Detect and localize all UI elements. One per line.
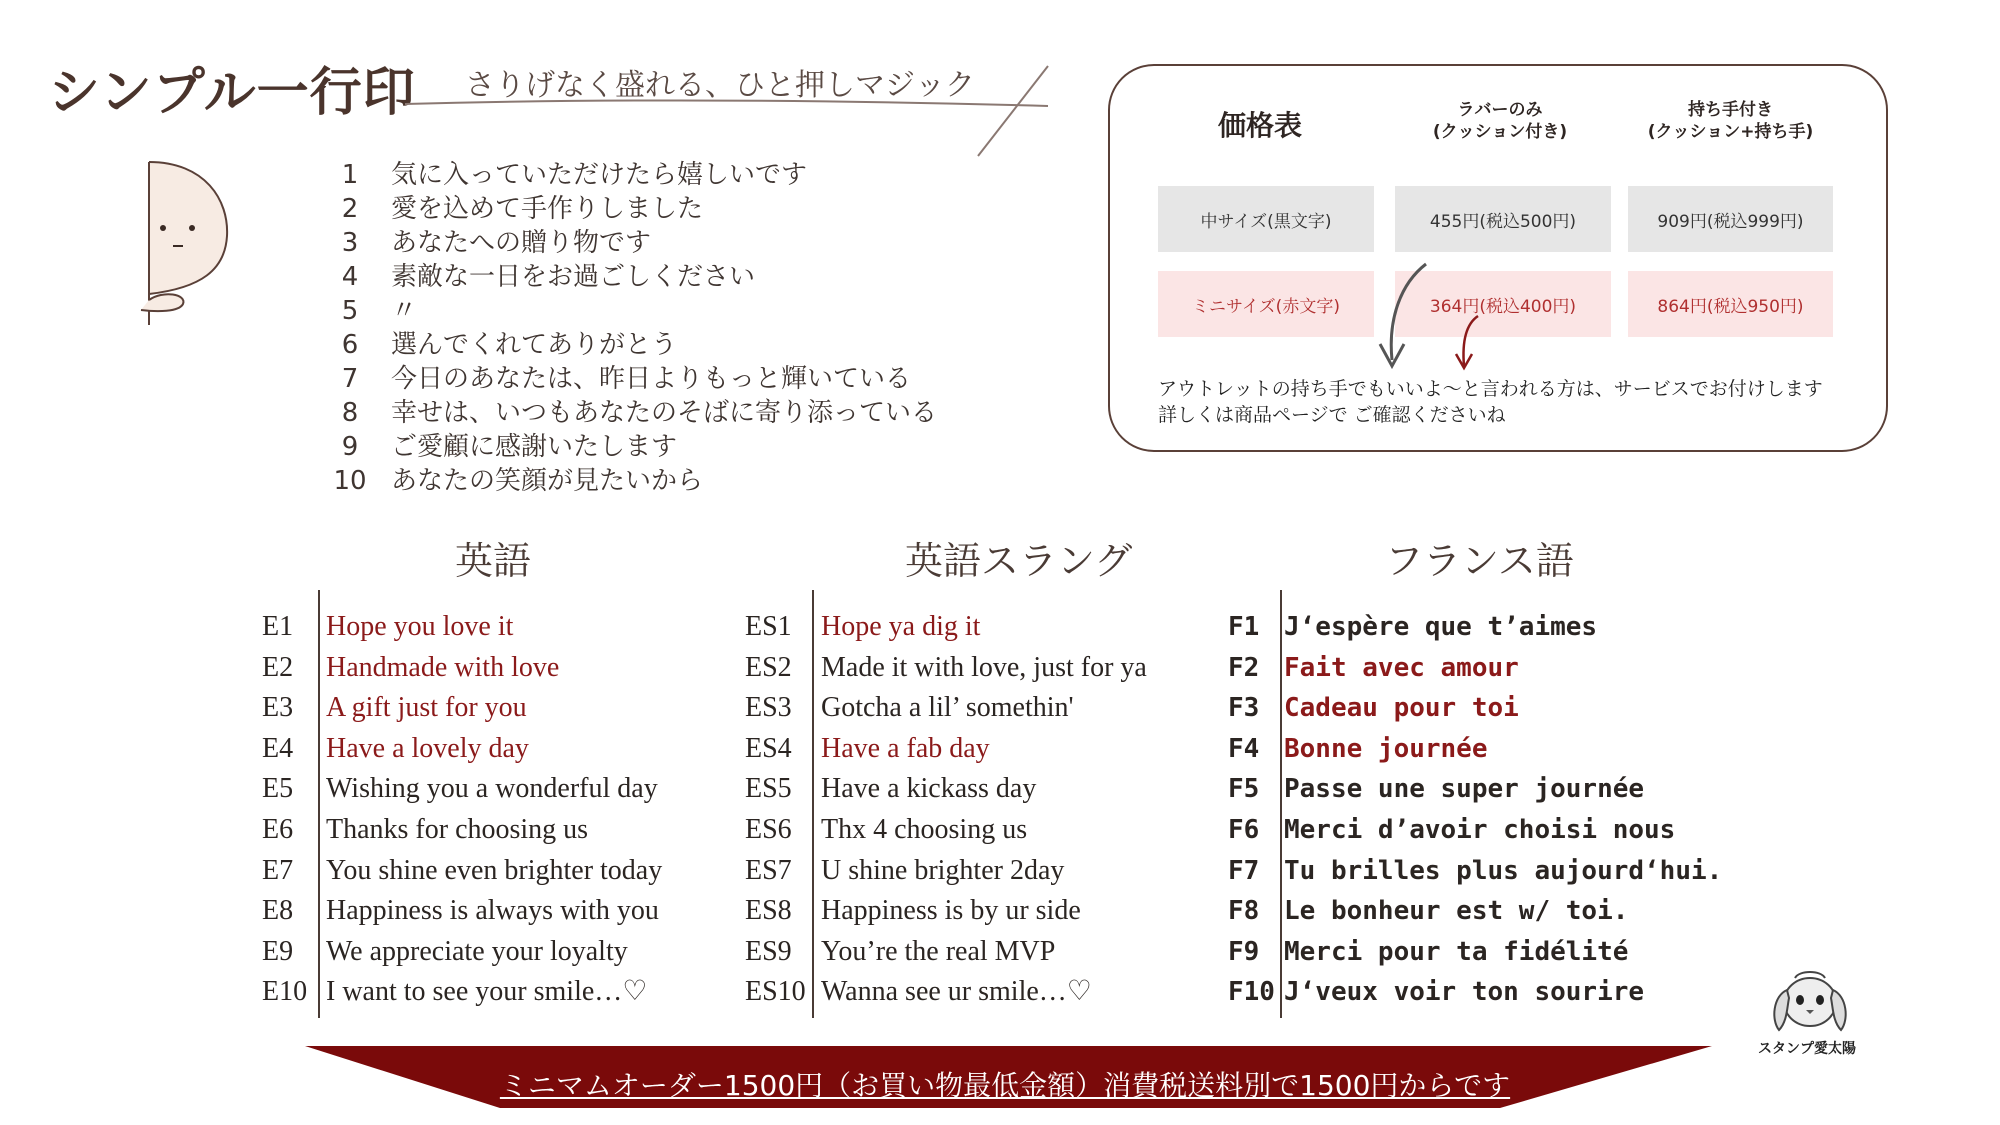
phrase-text: Made it with love, just for ya bbox=[821, 651, 1147, 683]
price-note bbox=[1158, 376, 1823, 428]
phrase-text: J‘veux voir ton sourire bbox=[1284, 977, 1645, 1008]
phrase-text: Gotcha a lil’ somethin' bbox=[821, 692, 1074, 724]
list-item bbox=[745, 932, 1147, 973]
phrase-id: E7 bbox=[262, 854, 294, 886]
phrase-id: E1 bbox=[262, 611, 294, 642]
phrase-text: Thanks for choosing us bbox=[326, 813, 589, 845]
page-subtitle: さりげなく盛れる、ひと押しマジック bbox=[465, 68, 975, 103]
phrase-text: A gift just for you bbox=[326, 692, 527, 724]
list-item bbox=[1228, 810, 1722, 851]
phrase-id: ES9 bbox=[745, 935, 792, 967]
list-item bbox=[1228, 769, 1722, 810]
minimum-order-banner-text: ミニマムオーダー1500円（お買い物最低金額）消費税送料別で1500円からです bbox=[499, 1069, 1511, 1102]
subtitle-underline bbox=[400, 58, 1060, 168]
list-item bbox=[315, 362, 937, 396]
phrase-text: Merci d’avoir choisi nous bbox=[1284, 814, 1676, 845]
phrase-id: F10 bbox=[1228, 977, 1275, 1008]
list-item bbox=[262, 607, 662, 648]
phrase-text: Tu brilles plus aujourd‘hui. bbox=[1284, 855, 1723, 886]
section-heading-slang: 英語スラング bbox=[905, 539, 1133, 583]
message-text: 幸せは、いつもあなたのそばに寄り添っている bbox=[391, 398, 938, 428]
phrase-text: Have a fab day bbox=[821, 732, 990, 764]
list-item bbox=[315, 396, 937, 430]
phrase-text: Have a lovely day bbox=[326, 732, 529, 764]
message-text: 〃 bbox=[391, 296, 418, 326]
price-col-header-handle bbox=[1628, 99, 1833, 143]
page-title: シンプル一行印 bbox=[48, 63, 416, 123]
price-table-title: 価格表 bbox=[1218, 109, 1303, 142]
list-item bbox=[262, 648, 662, 689]
english-list bbox=[262, 607, 662, 1013]
phrase-text: I want to see your smile…♡ bbox=[326, 976, 648, 1008]
phrase-id: F5 bbox=[1228, 774, 1260, 805]
price-col-header-rubber bbox=[1395, 99, 1605, 143]
price-row-label-mini: ミニサイズ(赤文字) bbox=[1158, 271, 1374, 337]
phrase-text: Happiness is always with you bbox=[326, 895, 659, 927]
list-item bbox=[1228, 972, 1722, 1013]
phrase-id: E8 bbox=[262, 895, 294, 927]
phrase-id: ES10 bbox=[745, 976, 806, 1008]
list-item bbox=[315, 260, 937, 294]
price-note-line: 詳しくは商品ページで ご確認くださいね bbox=[1158, 404, 1506, 426]
list-item bbox=[262, 891, 662, 932]
list-item bbox=[745, 648, 1147, 689]
message-number: 1 bbox=[341, 160, 359, 190]
message-text: 選んでくれてありがとう bbox=[391, 330, 678, 360]
list-item bbox=[745, 729, 1147, 770]
message-number: 8 bbox=[341, 398, 359, 428]
phrase-id: F7 bbox=[1228, 855, 1260, 886]
phrase-text: You shine even brighter today bbox=[326, 854, 663, 886]
list-item bbox=[745, 891, 1147, 932]
list-item bbox=[745, 769, 1147, 810]
phrase-text: Hope ya dig it bbox=[821, 611, 981, 642]
list-item bbox=[262, 688, 662, 729]
price-medium-handle: 909円(税込999円) bbox=[1628, 186, 1833, 252]
phrase-text: Fait avec amour bbox=[1284, 652, 1519, 683]
section-heading-english: 英語 bbox=[455, 539, 532, 583]
message-text: あなたの笑顔が見たいから bbox=[391, 466, 704, 496]
message-text: 素敵な一日をお過ごしください bbox=[391, 262, 756, 292]
phrase-text: Merci pour ta fidélité bbox=[1284, 936, 1629, 967]
phrase-id: F2 bbox=[1228, 652, 1260, 683]
message-text: 気に入っていただけたら嬉しいです bbox=[391, 160, 808, 190]
price-row-label-medium: 中サイズ(黒文字) bbox=[1158, 186, 1374, 252]
phrase-id: F4 bbox=[1228, 733, 1260, 764]
list-item bbox=[745, 851, 1147, 892]
message-number: 9 bbox=[341, 432, 359, 462]
phrase-text: Passe une super journée bbox=[1284, 774, 1645, 805]
message-number: 5 bbox=[341, 296, 359, 326]
message-number: 10 bbox=[333, 466, 367, 496]
list-item bbox=[262, 932, 662, 973]
list-item bbox=[262, 810, 662, 851]
phrase-id: ES2 bbox=[745, 651, 792, 683]
phrase-text: Cadeau pour toi bbox=[1284, 693, 1519, 724]
list-item bbox=[315, 430, 937, 464]
phrase-id: F3 bbox=[1228, 693, 1260, 724]
col-header-line: (クッション付き) bbox=[1432, 122, 1568, 142]
list-item bbox=[745, 972, 1147, 1013]
section-heading-french: フランス語 bbox=[1385, 539, 1574, 583]
message-text: ご愛顧に感謝いたします bbox=[391, 432, 678, 462]
phrase-text: Wanna see ur smile…♡ bbox=[821, 976, 1092, 1008]
list-item bbox=[1228, 891, 1722, 932]
price-mini-rubber: 364円(税込400円) bbox=[1395, 271, 1611, 337]
col-header-line: 持ち手付き bbox=[1688, 100, 1773, 120]
arrow-icon bbox=[1370, 262, 1490, 372]
french-list bbox=[1228, 607, 1722, 1013]
phrase-text: Bonne journée bbox=[1284, 733, 1488, 764]
message-text: あなたへの贈り物です bbox=[391, 228, 652, 258]
price-mini-handle: 864円(税込950円) bbox=[1628, 271, 1833, 337]
phrase-id: E3 bbox=[262, 692, 294, 724]
phrase-id: ES8 bbox=[745, 895, 792, 927]
list-item bbox=[262, 769, 662, 810]
phrase-text: J‘espère que t’aimes bbox=[1284, 612, 1598, 642]
message-number: 2 bbox=[341, 194, 359, 224]
message-list bbox=[315, 158, 937, 498]
phrase-id: E10 bbox=[262, 976, 308, 1008]
col-header-line: ラバーのみ bbox=[1457, 100, 1543, 120]
list-item bbox=[315, 464, 937, 498]
bunny-logo-icon bbox=[1765, 950, 1855, 1040]
list-item bbox=[745, 607, 1147, 648]
phrase-id: ES4 bbox=[745, 732, 792, 764]
phrase-id: F8 bbox=[1228, 896, 1260, 927]
phrase-text: Handmade with love bbox=[326, 651, 560, 683]
message-text: 愛を込めて手作りしました bbox=[391, 194, 704, 224]
list-item bbox=[1228, 688, 1722, 729]
phrase-text: Hope you love it bbox=[326, 611, 514, 642]
phrase-id: ES1 bbox=[745, 611, 792, 642]
list-item bbox=[315, 328, 937, 362]
list-item bbox=[315, 158, 937, 192]
list-item bbox=[1228, 729, 1722, 770]
message-text: 今日のあなたは、昨日よりもっと輝いている bbox=[391, 364, 912, 394]
phrase-text: Thx 4 choosing us bbox=[821, 813, 1028, 845]
message-number: 3 bbox=[341, 228, 359, 258]
list-item bbox=[262, 851, 662, 892]
phrase-text: You’re the real MVP bbox=[821, 935, 1056, 967]
list-item bbox=[745, 688, 1147, 729]
phrase-text: Le bonheur est w/ toi. bbox=[1284, 896, 1629, 927]
phrase-id: E9 bbox=[262, 935, 294, 967]
brand-name: スタンプ愛太陽 bbox=[1758, 1041, 1856, 1057]
list-item bbox=[315, 294, 937, 328]
col-header-line: (クッション+持ち手) bbox=[1647, 122, 1814, 142]
message-number: 7 bbox=[341, 364, 359, 394]
list-item bbox=[1228, 648, 1722, 689]
list-item bbox=[315, 192, 937, 226]
phrase-id: F9 bbox=[1228, 936, 1260, 967]
phrase-id: E4 bbox=[262, 732, 294, 764]
phrase-text: U shine brighter 2day bbox=[821, 854, 1065, 886]
phrase-text: Wishing you a wonderful day bbox=[326, 773, 658, 805]
list-item bbox=[315, 226, 937, 260]
phrase-id: E2 bbox=[262, 651, 294, 683]
message-number: 4 bbox=[341, 262, 359, 292]
phrase-id: F1 bbox=[1228, 612, 1260, 642]
phrase-text: Happiness is by ur side bbox=[821, 895, 1081, 927]
phrase-id: ES7 bbox=[745, 854, 792, 886]
phrase-id: F6 bbox=[1228, 814, 1260, 845]
list-item bbox=[1228, 607, 1722, 648]
phrase-text: Have a kickass day bbox=[821, 773, 1037, 805]
list-item bbox=[1228, 851, 1722, 892]
message-number: 6 bbox=[341, 330, 359, 360]
price-medium-rubber: 455円(税込500円) bbox=[1395, 186, 1611, 252]
phrase-text: We appreciate your loyalty bbox=[326, 935, 628, 967]
list-item bbox=[262, 972, 662, 1013]
phrase-id: E6 bbox=[262, 813, 294, 845]
list-item bbox=[745, 810, 1147, 851]
price-note-line: アウトレットの持ち手でもいいよ〜と言われる方は、サービスでお付けします bbox=[1158, 378, 1823, 400]
phrase-id: E5 bbox=[262, 773, 294, 805]
phrase-id: ES3 bbox=[745, 692, 792, 724]
list-item bbox=[262, 729, 662, 770]
peeking-face-illustration bbox=[135, 160, 235, 330]
list-item bbox=[1228, 932, 1722, 973]
slang-list bbox=[745, 607, 1147, 1013]
phrase-id: ES6 bbox=[745, 813, 792, 845]
phrase-id: ES5 bbox=[745, 773, 792, 805]
